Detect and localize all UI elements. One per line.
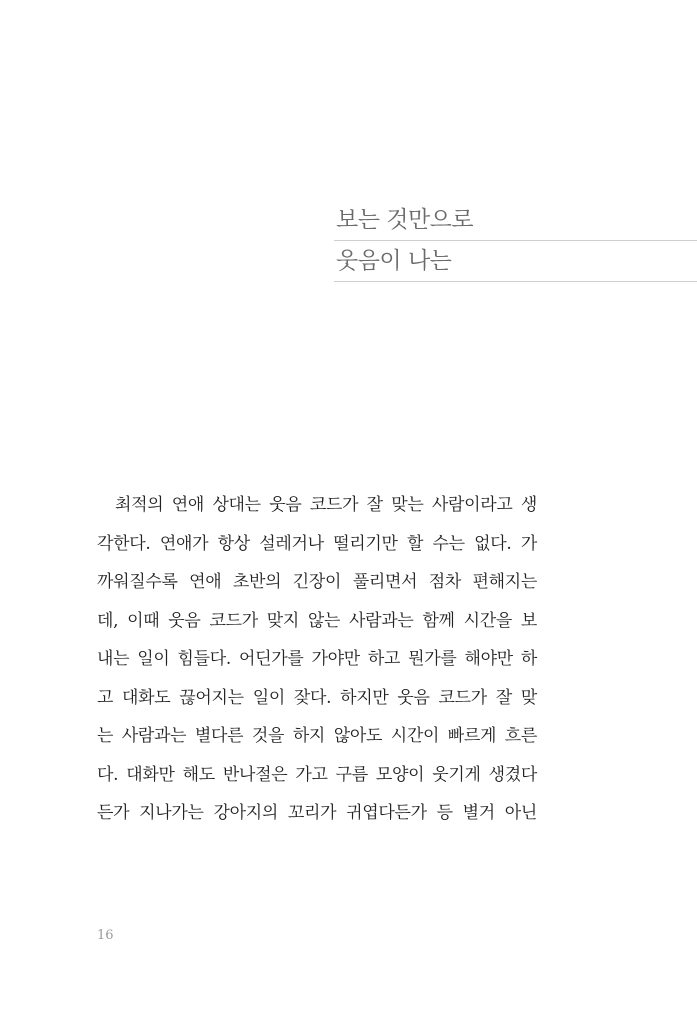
chapter-title-line-2: 웃음이 나는 [334, 241, 697, 282]
body-line-5: 내는 일이 힘들다. 어딘가를 가야만 하고 뭔가를 해야만 하 [97, 649, 537, 669]
body-paragraph [97, 486, 537, 833]
body-line-8: 다. 대화만 해도 반나절은 가고 구름 모양이 웃기게 생겼다 [97, 764, 537, 785]
body-line-3: 까워질수록 연애 초반의 긴장이 풀리면서 점차 편해지는 [97, 572, 537, 592]
body-line-9: 든가 지나가는 강아지의 꼬리가 귀엽다든가 등 별거 아닌 [97, 803, 537, 823]
body-line-4: 데, 이때 웃음 코드가 맞지 않는 사람과는 함께 시간을 보 [97, 610, 537, 631]
body-line-2: 각한다. 연애가 항상 설레거나 떨리기만 할 수는 없다. 가 [97, 533, 537, 554]
body-line-6: 고 대화도 끊어지는 일이 잦다. 하지만 웃음 코드가 잘 맞 [97, 687, 537, 708]
page-number: 16 [97, 928, 114, 943]
chapter-title [334, 200, 697, 282]
body-line-1: 최적의 연애 상대는 웃음 코드가 잘 맞는 사람이라고 생 [115, 495, 537, 515]
chapter-title-line-1: 보는 것만으로 [334, 200, 697, 241]
body-line-7: 는 사람과는 별다른 것을 하지 않아도 시간이 빠르게 흐른 [97, 726, 537, 746]
